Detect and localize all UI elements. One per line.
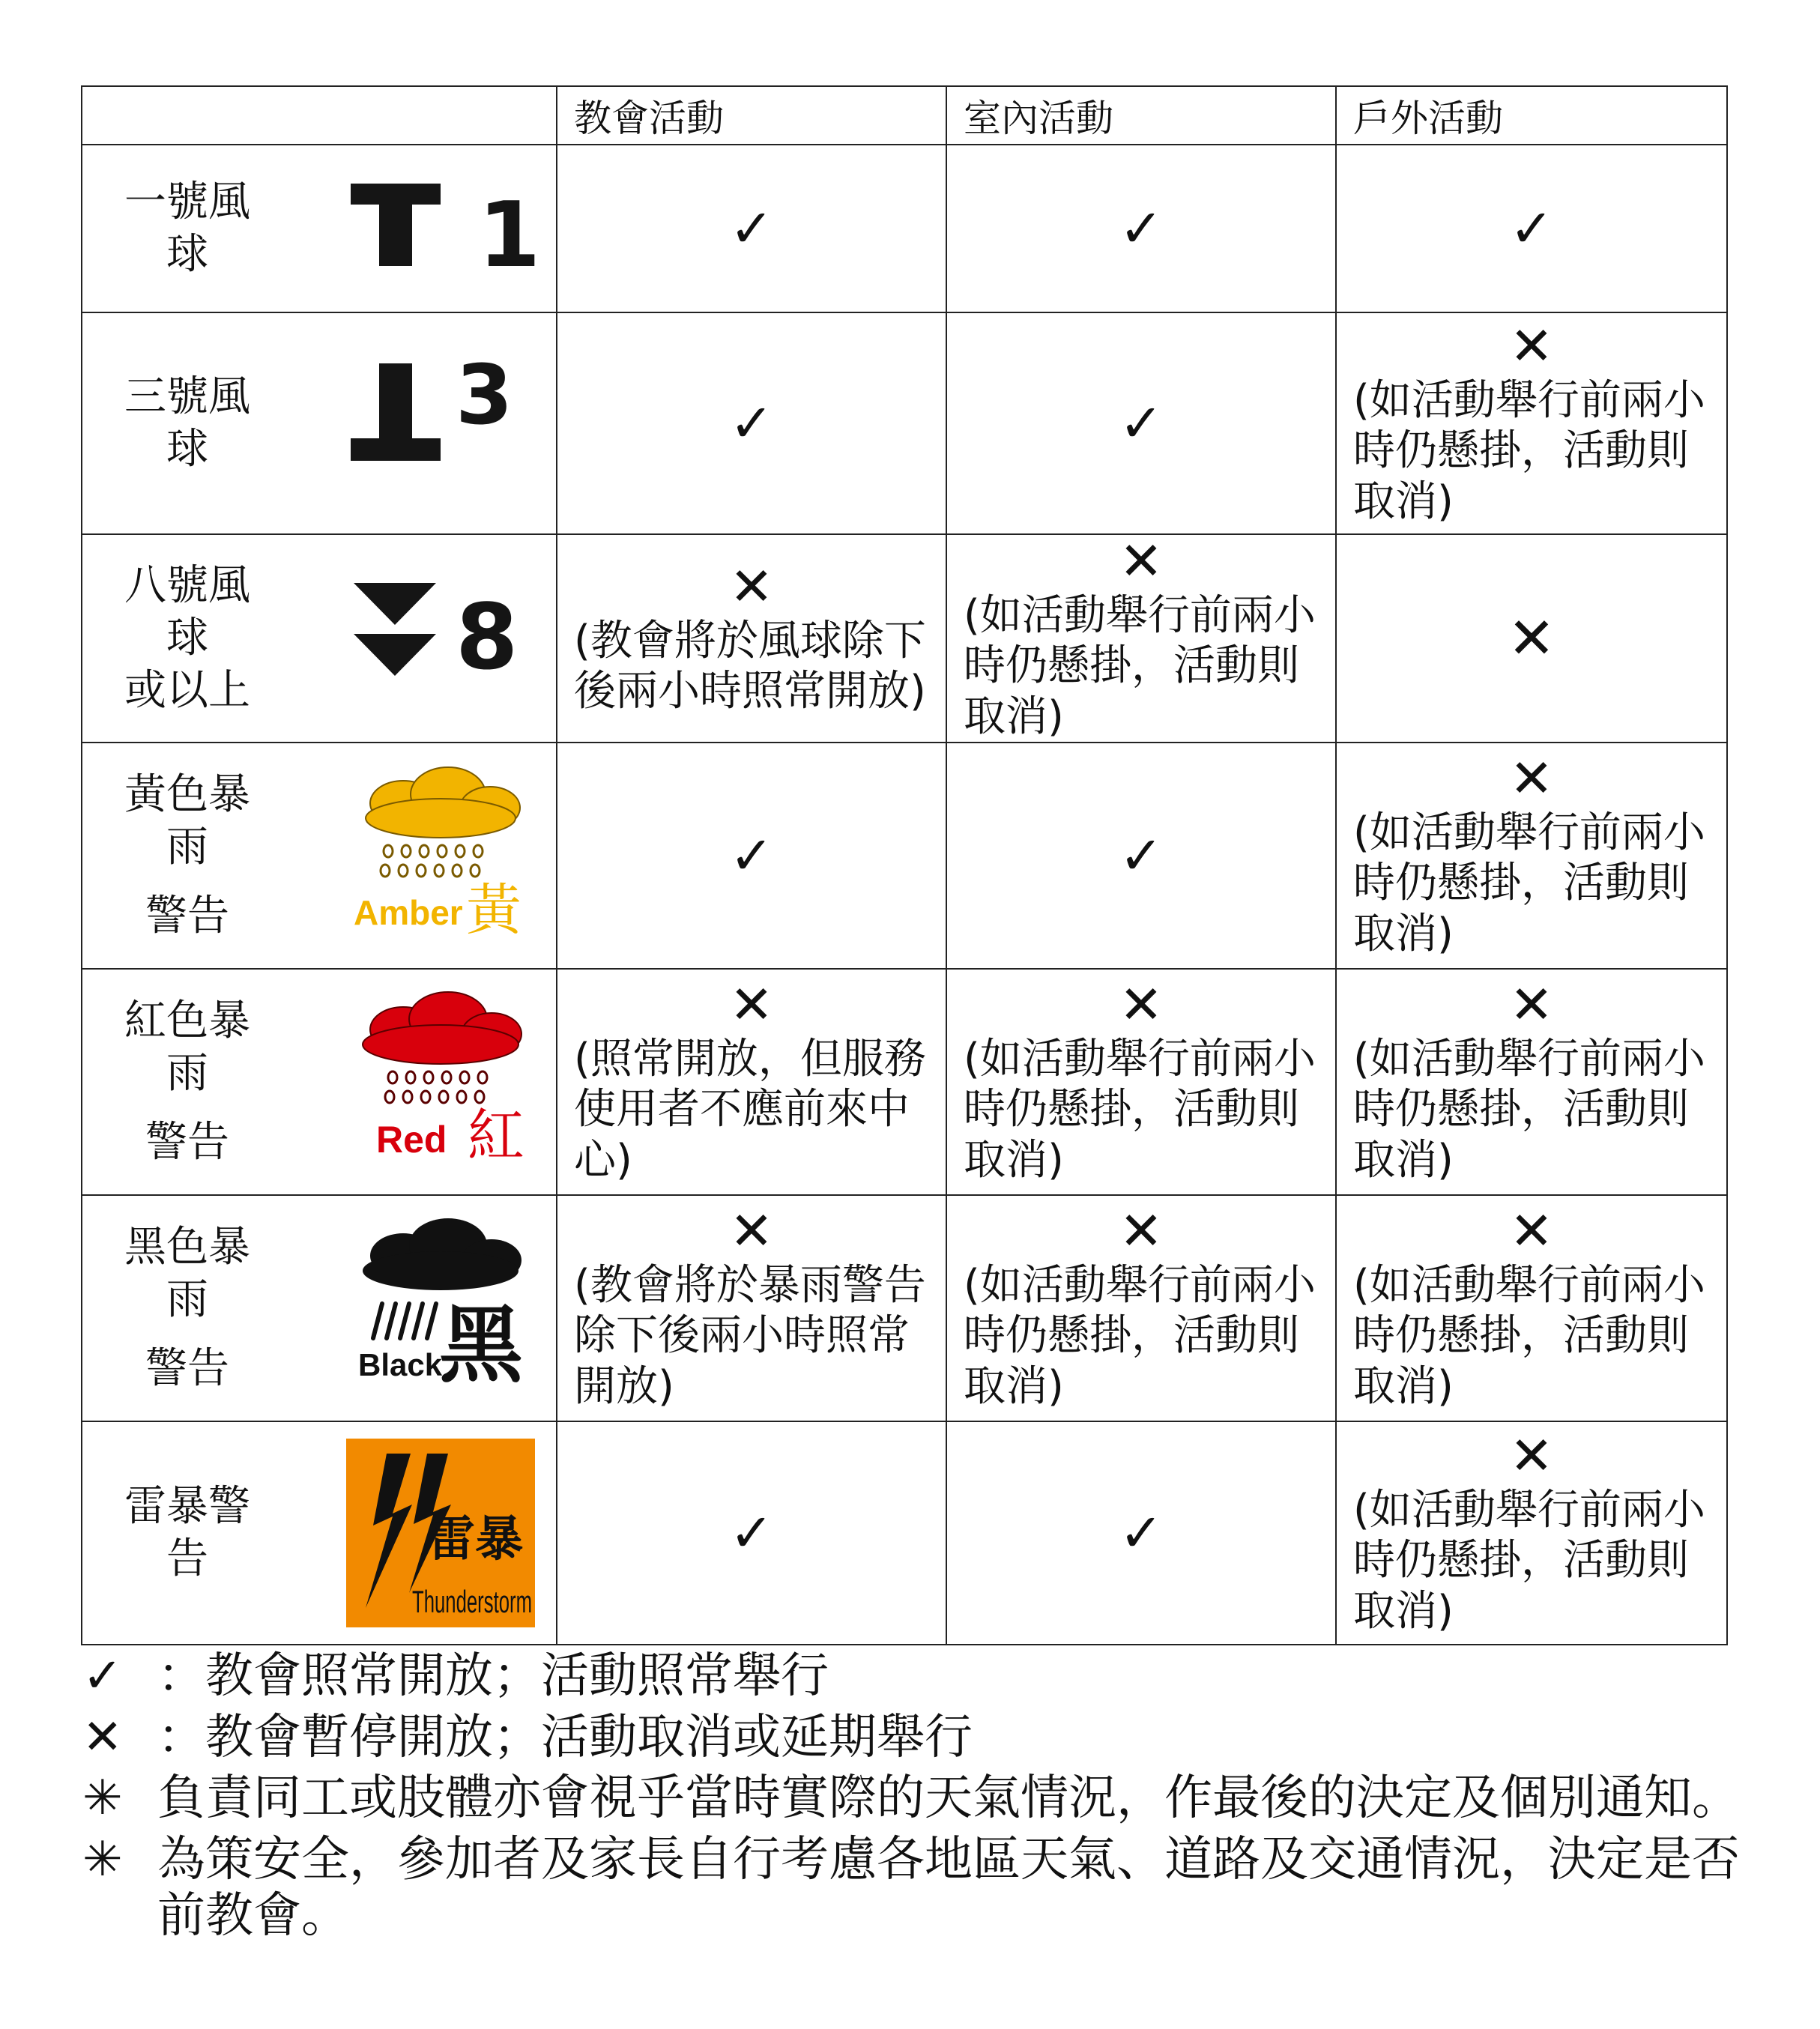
cell-note: (如活動舉行前兩小時仍懸掛，活動則取消) (1353, 808, 1705, 958)
cell-note: (教會將於暴雨警告除下後兩小時照常開放) (574, 1261, 926, 1411)
black-label-zh: 黑 (439, 1297, 523, 1394)
thunder-label-en: Thunderstorm (412, 1584, 532, 1619)
red-label-zh: 紅 (468, 1102, 524, 1169)
cross-mark: ✕ (729, 555, 774, 617)
table-row (82, 1195, 1727, 1421)
row-label: 雷暴警告 (124, 1482, 250, 1583)
row-header-signal-8 (82, 534, 557, 743)
amber-label-en: Amber (354, 893, 463, 932)
amber-rainstorm-icon (343, 758, 538, 953)
cell-indoor (946, 145, 1336, 312)
cell-outdoor (1336, 1195, 1727, 1421)
row-label-line2: 警告 (145, 1118, 229, 1167)
row-header-black-rainstorm (82, 1195, 557, 1421)
row-label-line2: 或以上 (124, 666, 250, 715)
legend-note-2 (82, 1832, 1746, 1945)
table-row (82, 969, 1727, 1195)
cell-indoor (946, 312, 1336, 534)
cell-church (557, 1421, 946, 1645)
table-row (82, 312, 1727, 534)
legend (82, 1648, 1746, 1950)
cross-mark: ✕ (1509, 315, 1554, 378)
cell-outdoor (1336, 312, 1727, 534)
cell-note: (如活動舉行前兩小時仍懸掛，活動則取消) (1353, 1261, 1705, 1411)
table-row (82, 145, 1727, 312)
cell-church (557, 312, 946, 534)
cell-note: (如活動舉行前兩小時仍懸掛，活動則取消) (964, 591, 1316, 741)
row-label: 黃色暴雨 (124, 770, 250, 871)
red-rainstorm-icon (343, 985, 538, 1179)
row-header-signal-3 (82, 312, 557, 534)
check-mark: ✓ (729, 393, 774, 454)
thunderstorm-icon (343, 1436, 538, 1630)
cross-mark: ✕ (1509, 974, 1554, 1036)
row-header-thunderstorm (82, 1421, 557, 1645)
weather-activity-table (81, 85, 1728, 1645)
signal-1-icon (343, 131, 541, 326)
cell-indoor (946, 530, 1336, 743)
row-label: 紅色暴雨 (124, 997, 250, 1098)
header-church-activities: 教會活動 (557, 86, 946, 145)
signal-3-icon (343, 326, 538, 521)
cell-church (557, 145, 946, 312)
check-mark: ✓ (1119, 198, 1164, 259)
cross-mark: ✕ (1119, 974, 1164, 1036)
cross-mark: ✕ (729, 974, 774, 1036)
legend-note-1-text: 負責同工或肢體亦會視乎當時實際的天氣情況，作最後的決定及個別通知。 (157, 1771, 1740, 1827)
cross-icon: ✕ (82, 1709, 123, 1765)
cross-mark: ✕ (1119, 530, 1164, 593)
cell-outdoor (1336, 534, 1727, 743)
cell-note: (如活動舉行前兩小時仍懸掛，活動則取消) (964, 1261, 1316, 1411)
row-label-line2: 警告 (145, 1344, 229, 1393)
legend-cross-text: ：教會暫停開放；活動取消或延期舉行 (157, 1709, 973, 1765)
row-header-red-rainstorm (82, 969, 557, 1195)
cross-mark: ✕ (1508, 605, 1556, 671)
cell-indoor (946, 743, 1336, 969)
cell-note: (照常開放，但服務使用者不應前來中心) (574, 1035, 926, 1185)
asterisk-icon: ✳ (82, 1771, 123, 1827)
check-mark: ✓ (1119, 825, 1164, 886)
table-row (82, 1421, 1727, 1645)
table-row (82, 743, 1727, 969)
row-header-signal-1 (82, 145, 557, 312)
table-header-row (82, 86, 1727, 145)
thunder-label-zh: 雷暴 (427, 1512, 523, 1567)
legend-cross-line (82, 1710, 1746, 1767)
signal-3-number: 3 (456, 347, 513, 443)
cross-mark: ✕ (1509, 1425, 1554, 1487)
legend-check-text: ：教會照常開放；活動照常舉行 (157, 1648, 829, 1704)
cell-outdoor (1336, 145, 1727, 312)
black-label-en: Black (358, 1347, 443, 1382)
legend-note-2-text: 為策安全，參加者及家長自行考慮各地區天氣、道路及交通情況，決定是否前教會。 (157, 1831, 1740, 1944)
signal-8-number: 8 (456, 586, 519, 690)
cell-note: (如活動舉行前兩小時仍懸掛，活動則取消) (1353, 1035, 1705, 1185)
row-label: 黑色暴雨 (124, 1223, 250, 1324)
cell-church (557, 743, 946, 969)
cell-indoor (946, 969, 1336, 1195)
cell-church (557, 969, 946, 1195)
cell-indoor (946, 1421, 1336, 1645)
cell-note: (教會將於風球除下後兩小時照常開放) (574, 616, 926, 716)
cross-mark: ✕ (1119, 1200, 1164, 1263)
header-outdoor-activities: 戶外活動 (1336, 86, 1727, 145)
row-label: 八號風球 (124, 561, 250, 662)
row-label: 一號風球 (124, 178, 250, 279)
row-header-amber-rainstorm (82, 743, 557, 969)
signal-8-icon (343, 541, 538, 736)
check-mark: ✓ (1119, 1502, 1164, 1564)
cross-mark: ✕ (1509, 748, 1554, 810)
asterisk-icon: ✳ (82, 1831, 123, 1887)
cell-church (557, 1195, 946, 1421)
amber-label-zh: 黃 (466, 878, 521, 943)
black-rainstorm-icon (343, 1211, 538, 1406)
check-icon: ✓ (82, 1648, 123, 1704)
check-mark: ✓ (729, 1502, 774, 1564)
row-label: 三號風球 (124, 372, 250, 474)
check-mark: ✓ (729, 825, 774, 886)
cell-indoor (946, 1195, 1336, 1421)
cross-mark: ✕ (1509, 1200, 1554, 1263)
row-label-line2: 警告 (145, 892, 229, 940)
cross-mark: ✕ (729, 1200, 774, 1263)
cell-note: (如活動舉行前兩小時仍懸掛，活動則取消) (964, 1035, 1316, 1185)
header-indoor-activities: 室內活動 (946, 86, 1336, 145)
check-mark: ✓ (1509, 198, 1554, 259)
cell-outdoor (1336, 969, 1727, 1195)
red-label-en: Red (376, 1119, 447, 1161)
table-row (82, 534, 1727, 743)
cell-outdoor (1336, 1421, 1727, 1645)
cell-church (557, 534, 946, 743)
check-mark: ✓ (729, 198, 774, 259)
cell-note: (如活動舉行前兩小時仍懸掛，活動則取消) (1353, 376, 1705, 526)
legend-note-1 (82, 1771, 1746, 1827)
cell-outdoor (1336, 743, 1727, 969)
legend-check-line (82, 1648, 1746, 1705)
signal-1-number: 1 (478, 184, 541, 288)
check-mark: ✓ (1119, 393, 1164, 454)
cell-note: (如活動舉行前兩小時仍懸掛，活動則取消) (1353, 1486, 1705, 1636)
